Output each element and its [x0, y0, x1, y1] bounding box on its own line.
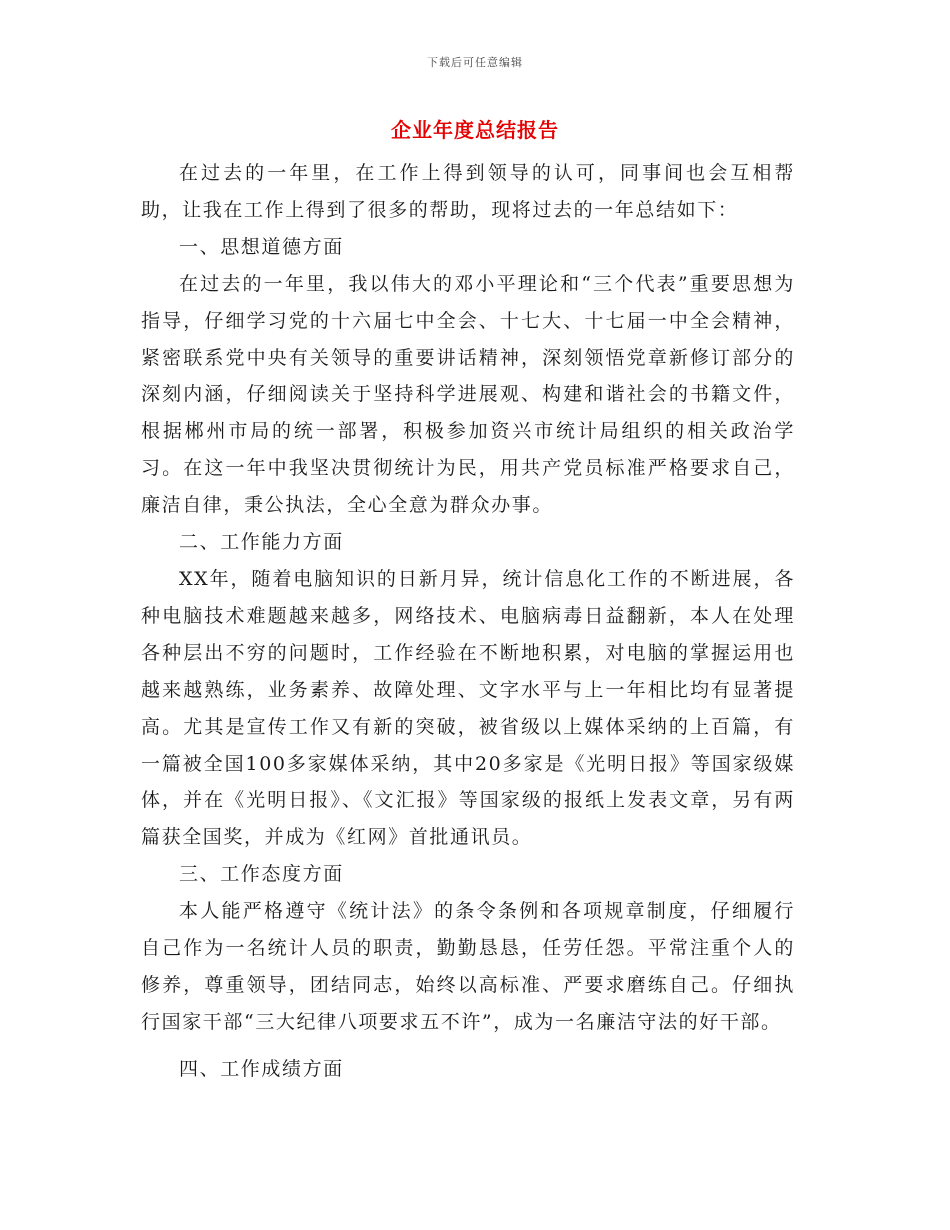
intro-paragraph: 在过去的一年里，在工作上得到领导的认可，同事间也会互相帮助，让我在工作上得到了很多的帮助，现将过去的一年总结如下：: [141, 162, 795, 221]
section-paragraph-2: XX年，随着电脑知识的日新月异，统计信息化工作的不断进展，各种电脑技术难题越来越多，网络技术、电脑病毒日益翻新，本人在处理各种层出不穷的问题时，工作经验在不断地积累，对电脑的掌握运用也越来越熟练，业务素养、故障处理、文字水平与上一年相比均有显著提高。尤其是宣传工作又有新的突破，被省级以上媒体采纳的上百篇，有一篇被全国100多家媒体采纳，其中20多家是《光明日报》等国家级媒体，并在《光明日报》、《文汇报》等国家级的报纸上发表文章，另有两篇获全国奖，并成为《红网》首批通讯员。: [141, 567, 795, 849]
section-paragraph-3: 本人能严格遵守《统计法》的条令条例和各项规章制度，仔细履行自己作为一名统计人员的职责，勤勤恳恳，任劳任怨。平常注重个人的修养，尊重领导，团结同志，始终以高标准、严要求磨练自己。仔细执行国家干部“三大纪律八项要求五不许”，成为一名廉洁守法的好干部。: [141, 900, 795, 1033]
section-heading-3: 三、工作态度方面: [179, 863, 344, 886]
section-paragraph-1: 在过去的一年里，我以伟大的邓小平理论和“三个代表”重要思想为指导，仔细学习党的十六届七中全会、十七大、十七届一中全会精神，紧密联系党中央有关领导的重要讲话精神，深刻领悟党章新修订部分的深刻内涵，仔细阅读关于坚持科学进展观、构建和谐社会的书籍文件，根据郴州市局的统一部署，积极参加资兴市统计局组织的相关政治学习。在这一年中我坚决贯彻统计为民，用共产党员标准严格要求自己，廉洁自律，秉公执法，全心全意为群众办事。: [141, 272, 795, 517]
section-heading-2: 二、工作能力方面: [179, 531, 344, 554]
document-title: 企业年度总结报告: [391, 118, 559, 142]
section-heading-1: 一、思想道德方面: [179, 235, 344, 258]
document-body: [141, 155, 795, 1088]
header-note: 下载后可任意编辑: [427, 56, 523, 69]
section-heading-4: 四、工作成绩方面: [179, 1057, 344, 1080]
